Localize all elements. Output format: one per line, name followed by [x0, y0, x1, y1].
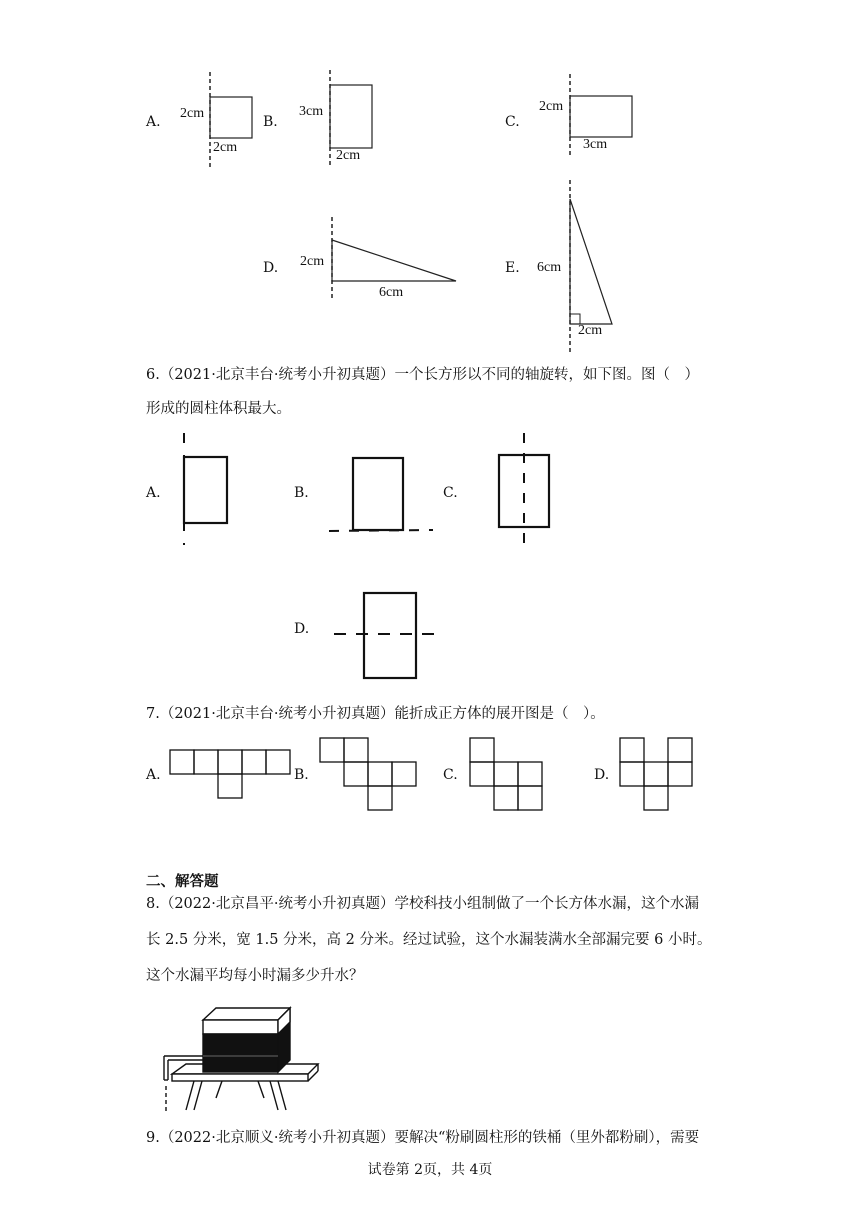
q7-net-d: [618, 736, 703, 816]
q8-line3: 这个水漏平均每小时漏多少升水？: [146, 968, 364, 984]
q7-option-d: D.: [594, 767, 610, 783]
section-title: 二、解答题: [146, 873, 219, 890]
q7-option-b: B.: [294, 767, 309, 783]
water-leak-illustration: [150, 998, 325, 1116]
q5-figure-a: [170, 70, 270, 180]
q6-option-a: A.: [146, 485, 161, 501]
fig-e-width: 2cm: [578, 323, 603, 338]
option-d-letter: D.: [263, 260, 279, 276]
q6-option-b: B.: [294, 485, 309, 501]
q7-net-a: [168, 748, 298, 803]
fig-c-height: 2cm: [539, 99, 564, 114]
fig-b-height: 3cm: [299, 104, 324, 119]
q7-net-b: [318, 736, 428, 816]
q6-figure-d: [330, 588, 445, 683]
q6-option-d: D.: [294, 621, 310, 637]
q6-line2: 形成的圆柱体积最大。: [146, 401, 291, 417]
q5-figure-c: [540, 72, 650, 172]
q7-option-a: A.: [146, 767, 161, 783]
option-c-letter: C.: [505, 114, 520, 130]
fig-e-height: 6cm: [537, 260, 562, 275]
fig-a-height: 2cm: [180, 106, 205, 121]
fig-a-width: 2cm: [213, 140, 238, 155]
q6-line1: 6.（2021·北京丰台·统考小升初真题）一个长方形以不同的轴旋转，如下图。图（ ）: [146, 367, 699, 383]
q7-text: 7.（2021·北京丰台·统考小升初真题）能折成正方体的展开图是（ ）。: [146, 706, 605, 722]
option-a-letter: A.: [146, 114, 161, 130]
q6-figure-a: [170, 430, 250, 550]
option-b-letter: B.: [263, 114, 278, 130]
q7-option-c: C.: [443, 767, 458, 783]
fig-d-width: 6cm: [379, 285, 404, 300]
q7-net-c: [468, 736, 553, 816]
q9-line1: 9.（2022·北京顺义·统考小升初真题）要解决“粉刷圆柱形的铁桶（里外都粉刷），需要: [146, 1130, 700, 1146]
q8-line1: 8.（2022·北京昌平·统考小升初真题）学校科技小组制做了一个长方体水漏，这个水漏: [146, 896, 699, 912]
option-e-letter: E.: [505, 260, 520, 276]
page-footer: 试卷第 2页，共 4页: [367, 1162, 493, 1178]
q6-figure-c: [490, 430, 560, 555]
fig-b-width: 2cm: [336, 148, 361, 163]
q8-line2: 长 2.5 分米，宽 1.5 分米，高 2 分米。经过试验，这个水漏装满水全部漏完要 6 小时。: [146, 932, 712, 948]
fig-c-width: 3cm: [583, 137, 608, 152]
q6-option-c: C.: [443, 485, 458, 501]
fig-d-height: 2cm: [300, 254, 325, 269]
q6-figure-b: [325, 450, 435, 540]
